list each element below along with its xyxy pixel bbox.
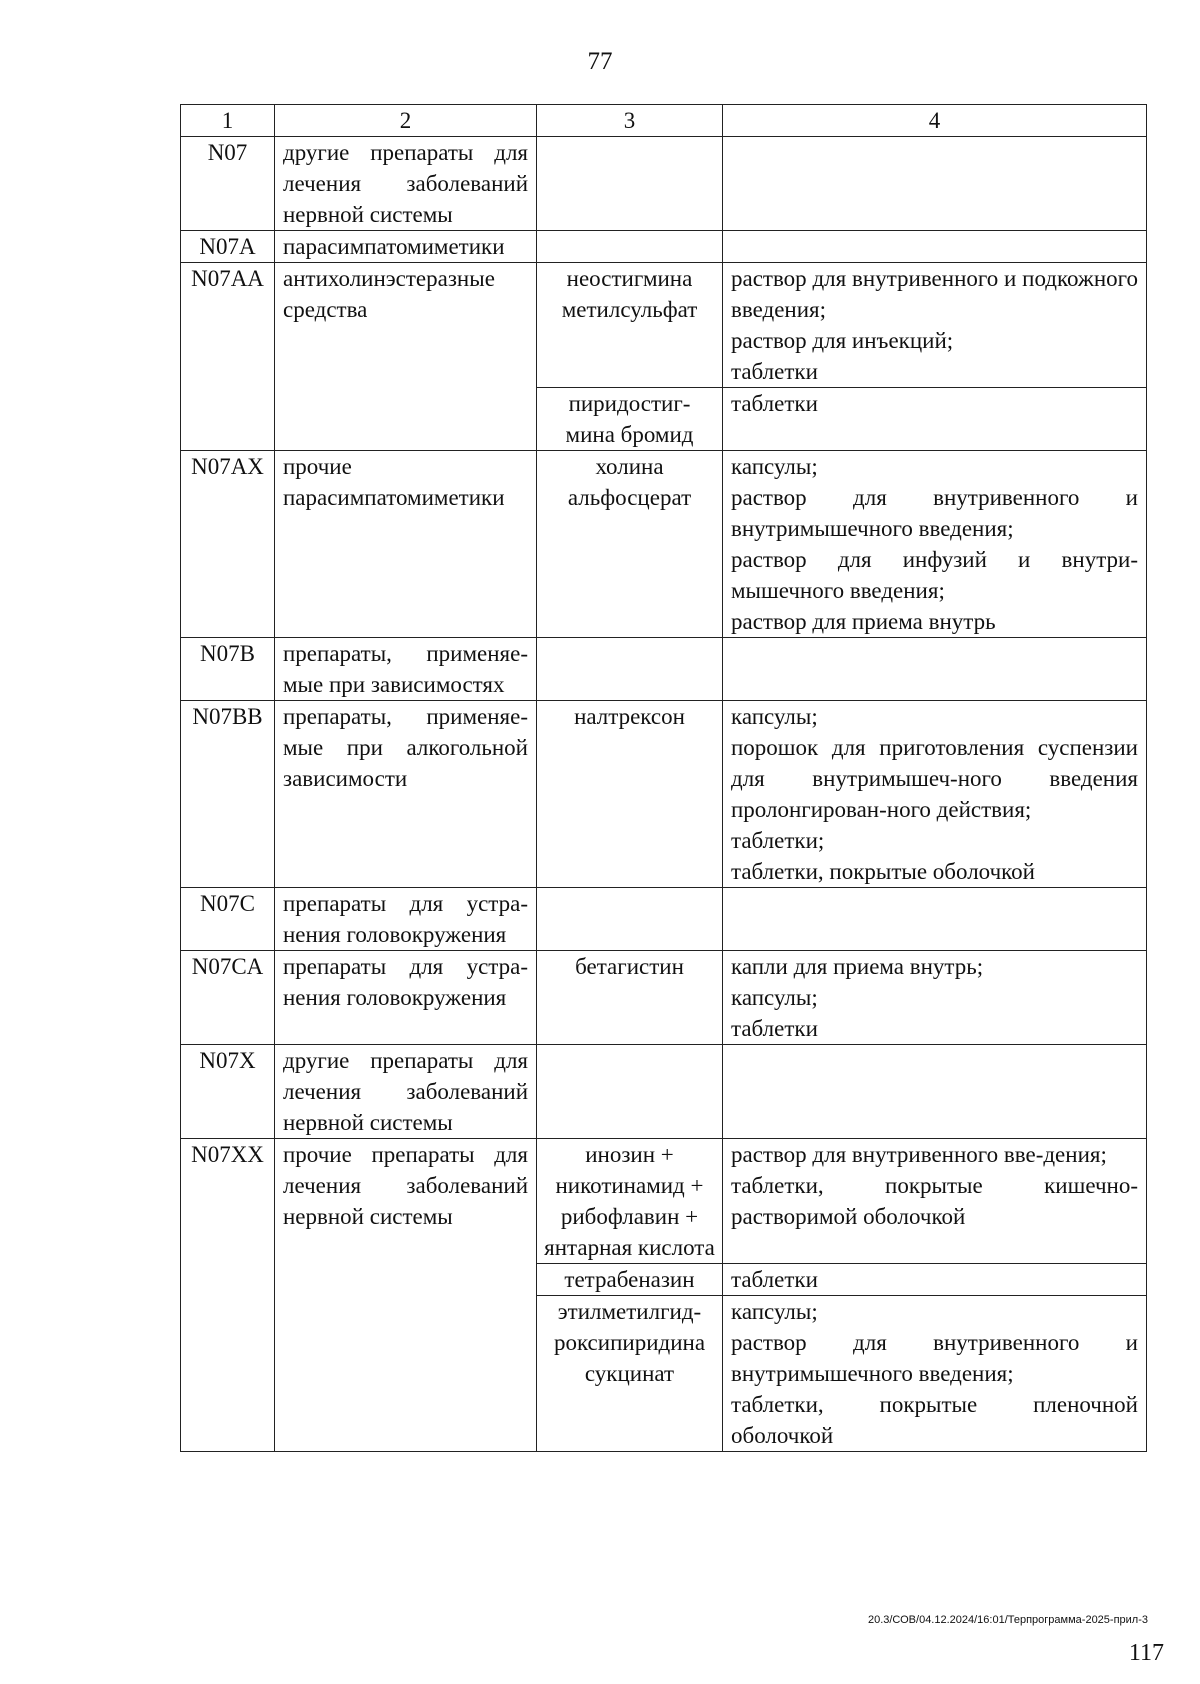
dosage-form: капсулы; — [731, 704, 818, 729]
column-header-1: 1 — [181, 105, 275, 137]
atc-code: N07C — [181, 888, 275, 951]
drug-name: холина альфосцерат — [537, 451, 723, 638]
table-row — [181, 1045, 1147, 1139]
column-header-4: 4 — [723, 105, 1147, 137]
atc-code: N07BB — [181, 701, 275, 888]
group-name: препараты для устра-нения головокружения — [275, 951, 537, 1045]
dosage-form: таблетки — [731, 391, 818, 416]
table-row — [181, 701, 1147, 888]
dosage-form: раствор для инфузий и внутри-мышечного введения; — [731, 547, 1138, 603]
atc-code: N07AX — [181, 451, 275, 638]
drug-name — [537, 638, 723, 701]
drug-name: неостигмина метилсульфат — [537, 263, 723, 388]
dosage-form: раствор для внутривенного и внутримышечного введения; — [731, 1330, 1138, 1386]
column-header-3: 3 — [537, 105, 723, 137]
dosage-forms — [723, 231, 1147, 263]
drug-name-line: никотинамид + — [555, 1173, 704, 1198]
atc-code: N07B — [181, 638, 275, 701]
dosage-form: раствор для приема внутрь — [731, 609, 996, 634]
dosage-forms — [723, 263, 1147, 388]
table-row — [181, 451, 1147, 638]
dosage-forms — [723, 638, 1147, 701]
group-name: препараты, применяе-мые при алкогольной зависимости — [275, 701, 537, 888]
drug-name — [537, 1045, 723, 1139]
group-name: препараты, применяе-мые при зависимостях — [275, 638, 537, 701]
dosage-forms — [723, 388, 1147, 451]
dosage-form: таблетки — [731, 359, 818, 384]
dosage-forms — [723, 888, 1147, 951]
table-row — [181, 137, 1147, 231]
dosage-forms — [723, 1045, 1147, 1139]
drug-name-line: янтарная кислота — [544, 1235, 715, 1260]
drug-name-line: инозин + — [585, 1142, 674, 1167]
drug-name-line: рибофлавин + — [560, 1204, 699, 1229]
dosage-form: таблетки — [731, 1016, 818, 1041]
dosage-form: порошок для приготовления суспензии для внутримышеч-ного введения пролонгирован-ного действия; — [731, 735, 1138, 822]
dosage-forms — [723, 951, 1147, 1045]
table-row — [181, 263, 1147, 388]
atc-code: N07CA — [181, 951, 275, 1045]
drug-name: тетрабеназин — [537, 1264, 723, 1296]
dosage-form: раствор для внутривенного и внутримышечного введения; — [731, 485, 1138, 541]
atc-code: N07AA — [181, 263, 275, 451]
dosage-form: капсулы; — [731, 1299, 818, 1324]
drug-name — [537, 1139, 723, 1264]
page-number-top: 77 — [587, 48, 613, 75]
table-row — [181, 638, 1147, 701]
drug-name — [537, 231, 723, 263]
table-header-row — [181, 105, 1147, 137]
atc-code: N07A — [181, 231, 275, 263]
dosage-forms — [723, 1264, 1147, 1296]
group-name: парасимпатомиметики — [275, 231, 537, 263]
table-row — [181, 951, 1147, 1045]
dosage-forms — [723, 1296, 1147, 1452]
drug-name — [537, 137, 723, 231]
drug-name: налтрексон — [537, 701, 723, 888]
drug-name: бетагистин — [537, 951, 723, 1045]
dosage-forms — [723, 451, 1147, 638]
group-name: прочие парасимпатомиметики — [275, 451, 537, 638]
footer-document-code: 20.3/СОВ/04.12.2024/16:01/Терпрограмма-2025-прил-3 — [867, 1614, 1148, 1626]
dosage-form: таблетки, покрытые кишечно-растворимой оболочкой — [731, 1173, 1138, 1229]
page-number-bottom: 117 — [1128, 1640, 1164, 1666]
dosage-form: капсулы; — [731, 985, 818, 1010]
drug-table — [180, 104, 1147, 1452]
dosage-forms — [723, 137, 1147, 231]
dosage-form: раствор для внутривенного вве-дения; — [731, 1142, 1107, 1167]
atc-code: N07X — [181, 1045, 275, 1139]
dosage-form: капли для приема внутрь; — [731, 954, 984, 979]
group-name: другие препараты для лечения заболеваний нервной системы — [275, 137, 537, 231]
dosage-form: таблетки; — [731, 828, 825, 853]
group-name: антихолинэстеразные средства — [275, 263, 537, 451]
group-name: другие препараты для лечения заболеваний нервной системы — [275, 1045, 537, 1139]
dosage-forms — [723, 701, 1147, 888]
dosage-form: таблетки, покрытые пленочной оболочкой — [731, 1392, 1138, 1448]
atc-code: N07 — [181, 137, 275, 231]
dosage-form: раствор для внутривенного и подкожного введения; — [731, 266, 1138, 322]
group-name: прочие препараты для лечения заболеваний нервной системы — [275, 1139, 537, 1452]
atc-code: N07XX — [181, 1139, 275, 1452]
drug-name: этилметилгид-роксипиридина сукцинат — [537, 1296, 723, 1452]
dosage-forms — [723, 1139, 1147, 1264]
dosage-form: раствор для инъекций; — [731, 328, 954, 353]
table-row — [181, 231, 1147, 263]
dosage-form: таблетки — [731, 1267, 818, 1292]
dosage-form: капсулы; — [731, 454, 818, 479]
drug-name — [537, 888, 723, 951]
table-row — [181, 888, 1147, 951]
group-name: препараты для устра-нения головокружения — [275, 888, 537, 951]
dosage-form: таблетки, покрытые оболочкой — [731, 859, 1035, 884]
table-row — [181, 1139, 1147, 1264]
column-header-2: 2 — [275, 105, 537, 137]
drug-name: пиридостиг-мина бромид — [537, 388, 723, 451]
